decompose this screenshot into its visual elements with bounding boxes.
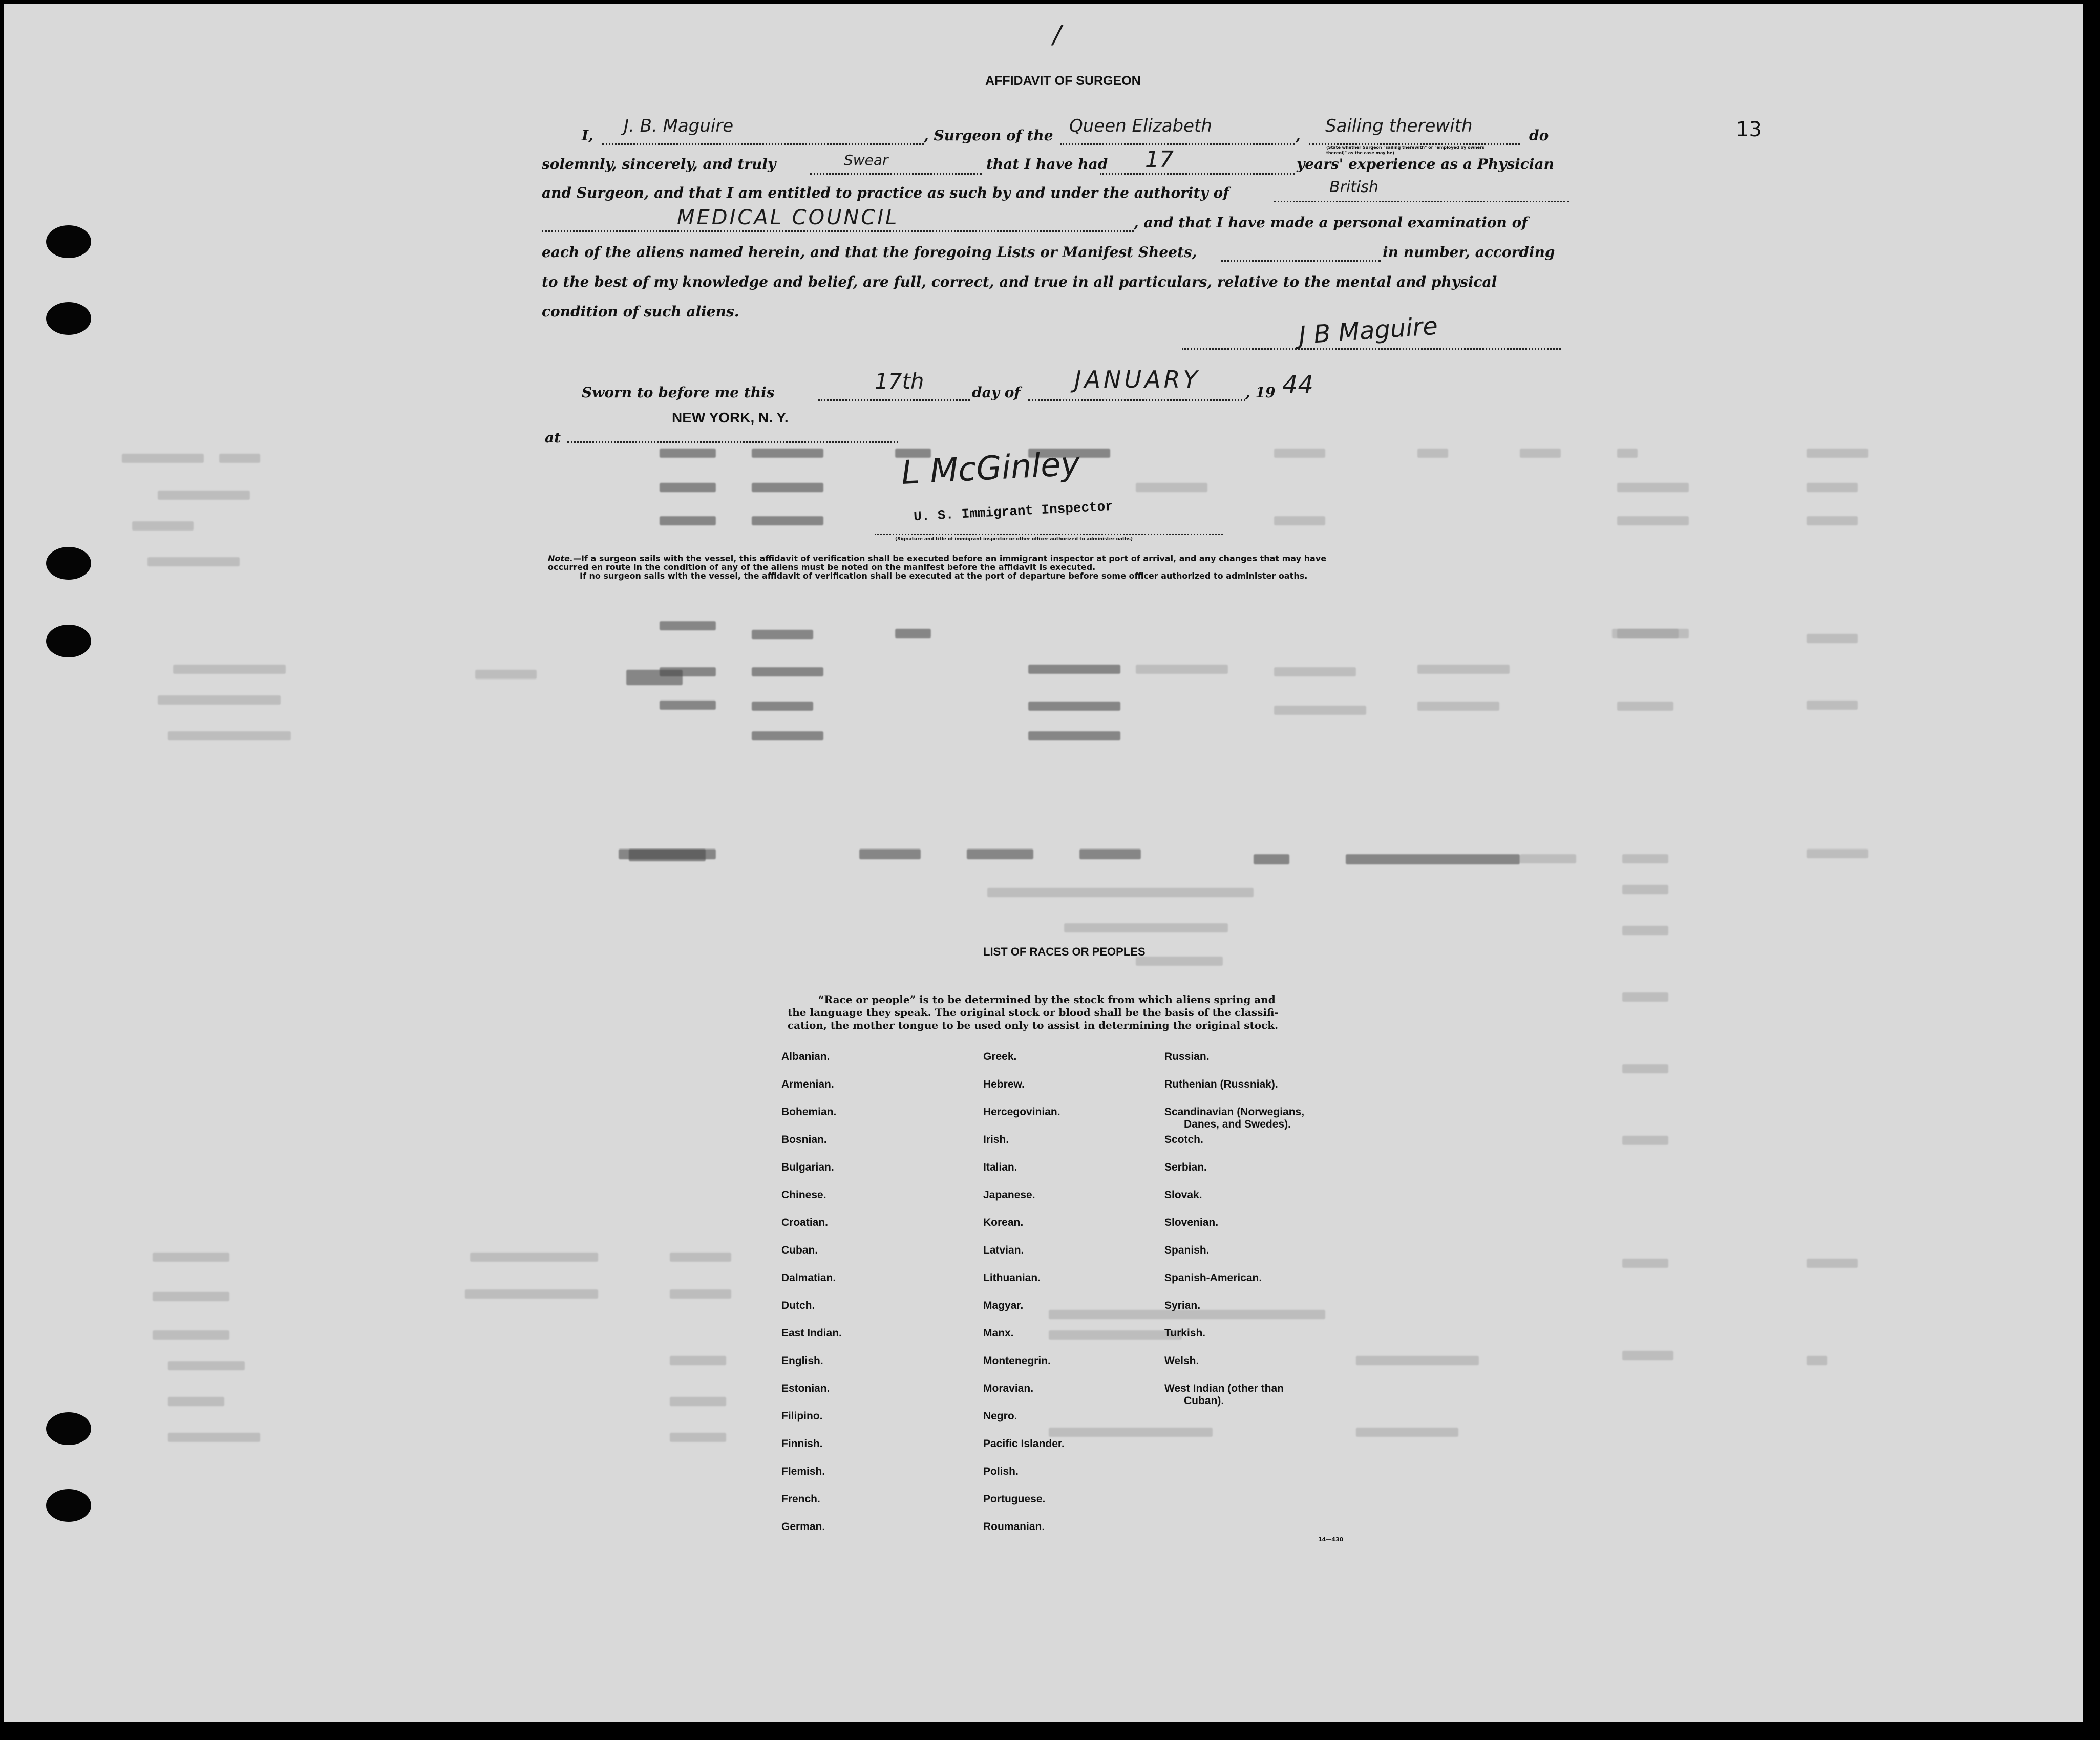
race-item: Spanish. [1164,1244,1210,1256]
form-number: 14—430 [1318,1536,1344,1543]
affidavit-i: I, [582,127,593,144]
oath-word: Swear [844,152,888,168]
race-item: West Indian (other than [1164,1383,1284,1394]
race-item: French. [781,1493,820,1505]
binder-hole [46,302,91,335]
binder-hole [46,625,91,657]
comma: , [1296,127,1301,144]
surgeon-signature: J B Maguire [1298,311,1439,350]
race-item: Dutch. [781,1300,815,1311]
race-item: Turkish. [1164,1327,1206,1339]
years-value: 17 [1145,146,1174,173]
note-line-2: occurred en route in the condition of any of the aliens must be noted on the manifest before the affidavit is executed. [548,562,1096,572]
page-number: 13 [1736,118,1762,141]
race-item: Greek. [983,1051,1017,1063]
do-word: do [1529,127,1549,144]
blank-line [1274,200,1569,202]
race-item: Polish. [983,1466,1019,1477]
blank-line [1221,259,1381,262]
race-item: English. [781,1355,823,1367]
note-lead: Note. [548,554,573,563]
races-intro-line: “Race or people” is to be determined by the stock from which aliens spring and [818,993,1276,1006]
blank-line [1060,142,1295,145]
binder-hole [46,547,91,580]
sworn-day: 17th [875,369,924,394]
race-item: Finnish. [781,1438,823,1450]
races-title: LIST OF RACES OR PEOPLES [983,945,1146,958]
note-line-1: —If a surgeon sails with the vessel, this affidavit of verification shall be executed before an immigrant inspector at port of arrival, and any changes that may have [572,554,1327,563]
race-item: Italian. [983,1161,1017,1173]
affidavit-line4: , and that I have made a personal examination of [1134,214,1528,231]
race-item: Irish. [983,1134,1009,1145]
race-item: Filipino. [781,1410,823,1422]
affidavit-line2-b: that I have had [986,156,1108,173]
blank-line [1100,172,1295,175]
surgeon-of-label: , Surgeon of the [924,127,1053,144]
race-item: Negro. [983,1410,1017,1422]
blank-line [810,172,982,175]
race-item: Slovenian. [1164,1217,1219,1228]
race-item: Moravian. [983,1383,1034,1394]
authority-body: MEDICAL COUNCIL [677,206,899,229]
race-item: Manx. [983,1327,1014,1339]
race-item: Albanian. [781,1051,830,1063]
race-item: Scandinavian (Norwegians, [1164,1106,1305,1118]
race-item: Montenegrin. [983,1355,1051,1367]
race-item: Russian. [1164,1051,1210,1063]
race-item: Cuban. [781,1244,818,1256]
race-item: Croatian. [781,1217,829,1228]
race-item: Syrian. [1164,1300,1201,1311]
ship-name: Queen Elizabeth [1069,116,1212,136]
manifest-page [4,4,2083,1722]
signature-line [875,533,1223,535]
affidavit-line2-c: years' experience as a Physician [1297,156,1554,173]
blank-line [1028,398,1245,401]
race-item: East Indian. [781,1327,842,1339]
race-item: Ruthenian (Russniak). [1164,1078,1278,1090]
sworn-place: NEW YORK, N. Y. [672,410,789,426]
race-item: Magyar. [983,1300,1024,1311]
race-item: Serbian. [1164,1161,1207,1173]
race-item: Chinese. [781,1189,826,1201]
affidavit-line5-b: in number, according [1383,244,1555,261]
surgeon-name: J. B. Maguire [624,116,734,136]
race-item: Pacific Islander. [983,1438,1065,1450]
race-item: Danes, and Swedes). [1184,1118,1291,1130]
race-item: Bohemian. [781,1106,837,1118]
race-item: Roumanian. [983,1521,1045,1533]
race-item: Flemish. [781,1466,825,1477]
race-item: Latvian. [983,1244,1024,1256]
inspector-signature: L McGinley [900,444,1081,493]
blank-line [818,398,970,401]
race-item: Hebrew. [983,1078,1025,1090]
affidavit-line6: to the best of my knowledge and belief, are full, correct, and true in all particulars, relative to the mental and physical [542,273,1497,290]
at-label: at [545,429,561,446]
race-item: German. [781,1521,825,1533]
race-item: Bosnian. [781,1134,827,1145]
blank-line [567,440,898,443]
signature-line [1182,347,1561,350]
day-of-label: day of [972,384,1021,401]
race-item: Spanish-American. [1164,1272,1262,1284]
top-mark: / [1053,20,1062,49]
sworn-label: Sworn to before me this [582,384,775,401]
race-item: Dalmatian. [781,1272,836,1284]
races-column-1 [781,1051,842,1548]
blank-line [542,229,1134,232]
race-item: Bulgarian. [781,1161,834,1173]
sworn-month: JANUARY [1074,366,1201,393]
race-item: Welsh. [1164,1355,1199,1367]
race-item: Estonian. [781,1383,830,1394]
affidavit-title: AFFIDAVIT OF SURGEON [985,74,1141,88]
race-item: Scotch. [1164,1134,1203,1145]
race-item: Slovak. [1164,1189,1202,1201]
binder-hole [46,1412,91,1445]
affidavit-line3: and Surgeon, and that I am entitled to practice as such by and under the authority of [542,184,1229,201]
affidavit-line7: condition of such aliens. [542,303,739,320]
blank-line [1309,142,1520,145]
inspector-title: U. S. Immigrant Inspector [913,498,1114,525]
sailing-note: (State whether Surgeon "sailing therewith" or "employed by owners thereof," as the case may be) [1326,145,1484,155]
race-item: Korean. [983,1217,1024,1228]
races-intro-line: cation, the mother tongue to be used only to assist in determining the original stock. [788,1019,1279,1031]
binder-hole [46,1489,91,1522]
race-item: Japanese. [983,1189,1035,1201]
note [548,554,1326,580]
sworn-year: 44 [1282,371,1314,399]
race-item: Hercegovinian. [983,1106,1060,1118]
authority-nationality: British [1329,178,1378,196]
race-item: Cuban). [1184,1395,1224,1407]
signature-caption: (Signature and title of immigrant inspector or other officer authorized to administer oaths) [895,537,1133,542]
races-column-3 [1164,1051,1304,1407]
race-item: Armenian. [781,1078,834,1090]
races-intro [788,993,1279,1032]
affidavit-line5-a: each of the aliens named herein, and that the foregoing Lists or Manifest Sheets, [542,244,1197,261]
binder-hole [46,225,91,258]
blank-line [602,142,924,145]
sailing-status: Sailing therewith [1325,116,1473,136]
races-intro-line: the language they speak. The original stock or blood shall be the basis of the classifi- [788,1006,1279,1018]
note-line-3: If no surgeon sails with the vessel, the affidavit of verification shall be executed at the port of departure before some officer authorized to administer oaths. [580,571,1308,581]
year-prefix: , 19 [1245,384,1276,401]
races-column-2 [983,1051,1065,1548]
race-item: Lithuanian. [983,1272,1041,1284]
race-item: Portuguese. [983,1493,1046,1505]
affidavit-line2-a: solemnly, sincerely, and truly [542,156,776,173]
